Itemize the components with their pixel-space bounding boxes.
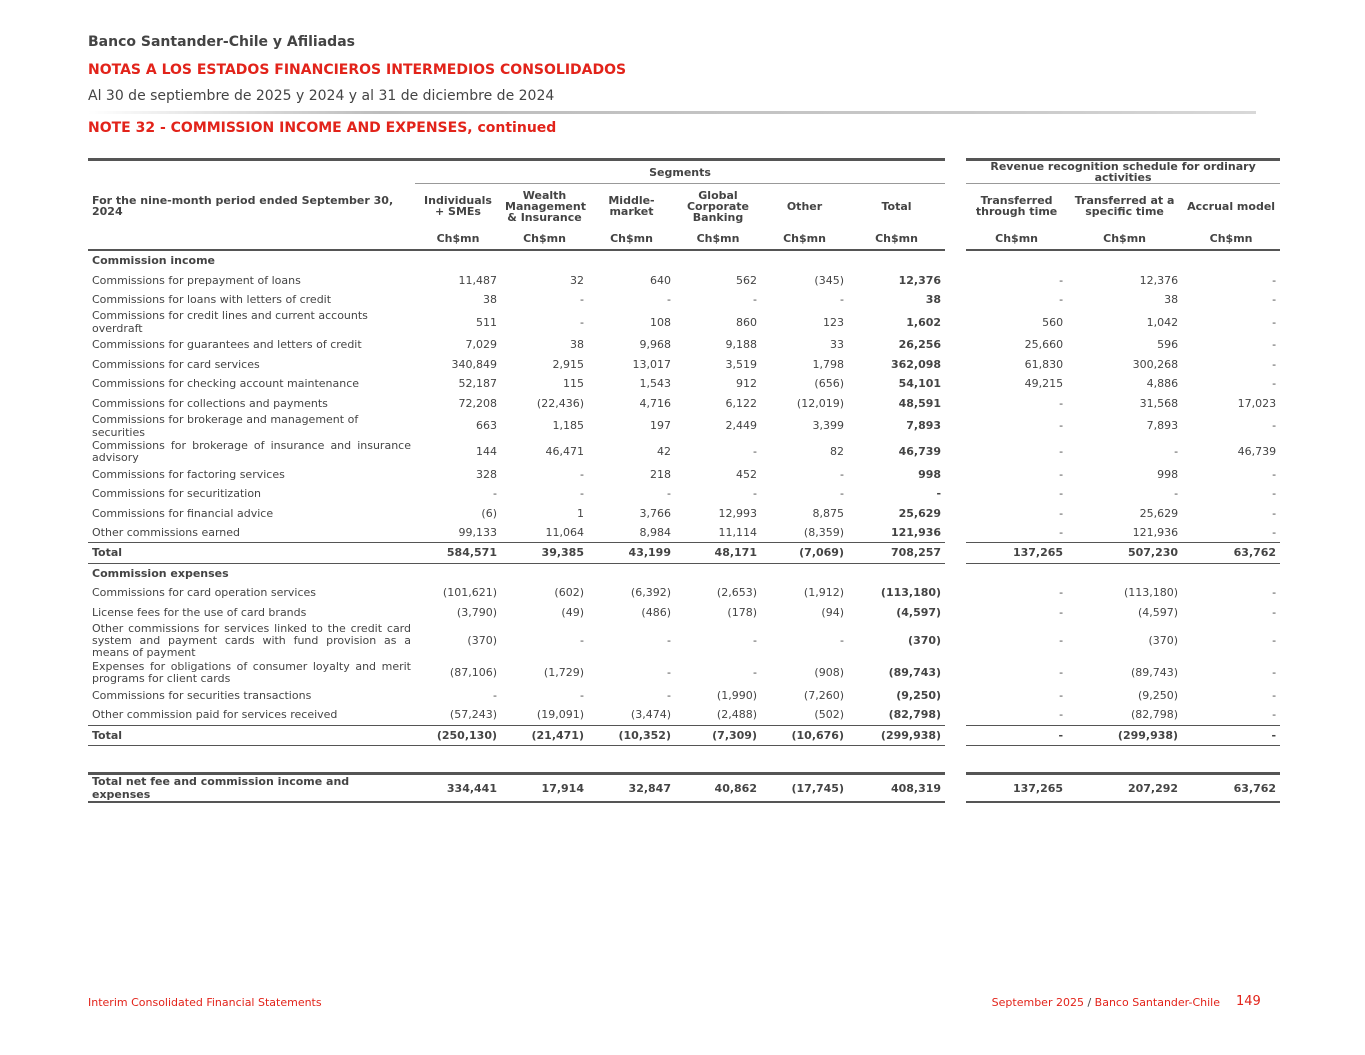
value-cell: 9,968: [639, 338, 671, 352]
row-label: Commissions for prepayment of loans: [92, 273, 301, 287]
value-cell: (101,621): [442, 586, 497, 600]
row-label: Total net fee and commission income and expenses: [88, 774, 415, 803]
value-cell: (22,436): [536, 396, 584, 410]
value-cell: (57,243): [449, 708, 497, 722]
row-label: Expenses for obligations of consumer loyalty and merit programs for client cards: [92, 659, 411, 685]
value-cell: -: [667, 689, 671, 703]
col-individuals-smes: Individuals + SMEs: [424, 194, 492, 218]
value-cell: (10,676): [761, 725, 848, 745]
row-label: Commissions for guarantees and letters of credit: [92, 338, 362, 352]
value-cell: -: [1059, 689, 1064, 703]
row-label: Commissions for credit lines and current accounts overdraft: [92, 309, 368, 336]
value-cell: (6): [481, 506, 497, 520]
value-cell: -: [1059, 419, 1064, 433]
value-cell: -: [840, 292, 844, 306]
value-cell: 562: [736, 273, 757, 287]
value-cell: -: [1059, 586, 1064, 600]
value-cell: 121,936: [1132, 526, 1179, 540]
value-cell: (82,798): [888, 708, 942, 722]
unit-label: Ch$mn: [848, 228, 945, 250]
value-cell: 640: [650, 273, 671, 287]
table-row: [88, 465, 1280, 484]
value-cell: -: [936, 487, 942, 501]
value-cell: 61,830: [1024, 357, 1064, 371]
section-header-row: [88, 250, 1280, 270]
table-row: [88, 335, 1280, 354]
value-cell: 144: [476, 445, 497, 459]
value-cell: 1: [577, 506, 584, 520]
col-global-corporate-banking: Global Corporate Banking: [686, 188, 750, 224]
value-cell: (17,745): [761, 774, 848, 803]
footer-date: September 2025: [991, 996, 1084, 1009]
footer-separator: /: [1083, 996, 1095, 1009]
value-cell: 584,571: [415, 543, 501, 563]
value-cell: (486): [641, 605, 671, 619]
table-row: [88, 504, 1280, 523]
unit-label: Ch$mn: [415, 228, 501, 250]
segments-group-header: Segments: [415, 160, 945, 184]
expense-total-row: [88, 725, 1280, 745]
row-label: Commissions for financial advice: [92, 506, 274, 520]
page-number: 149: [1236, 994, 1261, 1009]
row-label: Other commissions for services linked to the credit card system and payment cards with fund provision as a means of payment: [92, 621, 411, 659]
row-label: Commissions for card operation services: [92, 586, 317, 600]
value-cell: -: [1272, 273, 1277, 287]
value-cell: -: [1272, 634, 1277, 648]
value-cell: 2,449: [725, 419, 757, 433]
value-cell: -: [1059, 273, 1064, 287]
value-cell: 4,716: [639, 396, 671, 410]
row-label: Commissions for collections and payments: [92, 396, 328, 410]
col-accrual-model: Accrual model: [1187, 199, 1276, 213]
value-cell: 137,265: [966, 543, 1067, 563]
table-row: [88, 686, 1280, 705]
col-total: Total: [881, 199, 912, 213]
value-cell: -: [1059, 445, 1064, 459]
value-cell: -: [753, 445, 757, 459]
col-wealth-management: Wealth Management & Insurance: [505, 188, 586, 224]
value-cell: -: [580, 689, 584, 703]
value-cell: 33: [830, 338, 844, 352]
value-cell: (370): [908, 634, 942, 648]
value-cell: 32,847: [588, 774, 675, 803]
value-cell: 38: [925, 292, 942, 306]
table-row: [88, 484, 1280, 503]
value-cell: 300,268: [1132, 357, 1179, 371]
value-cell: 11,487: [458, 273, 497, 287]
note-heading: NOTE 32 - COMMISSION INCOME AND EXPENSES, continued: [88, 120, 557, 136]
value-cell: (250,130): [415, 725, 501, 745]
row-label: Commissions for loans with letters of credit: [92, 292, 332, 306]
row-label: Commissions for factoring services: [92, 467, 285, 481]
value-cell: -: [667, 634, 671, 648]
unit-label: Ch$mn: [588, 228, 675, 250]
value-cell: (370): [467, 634, 497, 648]
value-cell: 334,441: [415, 774, 501, 803]
value-cell: -: [1272, 338, 1277, 352]
row-label: Commissions for securitization: [92, 487, 262, 501]
value-cell: (1,729): [543, 666, 584, 680]
value-cell: -: [493, 689, 497, 703]
value-cell: -: [580, 467, 584, 481]
value-cell: -: [1272, 586, 1277, 600]
value-cell: (12,019): [796, 396, 844, 410]
section-title: Commission income: [92, 254, 216, 268]
unit-label: Ch$mn: [1067, 228, 1182, 250]
value-cell: 17,914: [501, 774, 588, 803]
spacer-row: [88, 746, 1280, 774]
value-cell: (21,471): [501, 725, 588, 745]
footer-left: Interim Consolidated Financial Statements: [88, 996, 322, 1009]
value-cell: 38: [483, 292, 497, 306]
value-cell: -: [840, 487, 844, 501]
row-label: Other commissions earned: [92, 526, 241, 540]
value-cell: -: [1272, 526, 1277, 540]
row-label: Commissions for brokerage and management of securities: [92, 412, 359, 439]
col-other: Other: [786, 199, 823, 213]
value-cell: 452: [736, 467, 757, 481]
value-cell: 2,915: [552, 357, 584, 371]
value-cell: 12,376: [898, 273, 942, 287]
value-cell: 72,208: [458, 396, 497, 410]
value-cell: 328: [476, 467, 497, 481]
value-cell: -: [1272, 708, 1277, 722]
value-cell: 1,042: [1146, 315, 1179, 329]
value-cell: 38: [570, 338, 584, 352]
value-cell: 1,798: [812, 357, 844, 371]
value-cell: -: [753, 634, 757, 648]
value-cell: -: [840, 467, 844, 481]
value-cell: -: [1174, 445, 1179, 459]
table-row: [88, 439, 1280, 465]
value-cell: 115: [563, 377, 584, 391]
value-cell: 197: [650, 419, 671, 433]
value-cell: (178): [727, 605, 757, 619]
value-cell: 912: [736, 377, 757, 391]
value-cell: (1,990): [716, 689, 757, 703]
value-cell: -: [1059, 605, 1064, 619]
value-cell: 137,265: [966, 774, 1067, 803]
value-cell: 1,602: [906, 315, 942, 329]
value-cell: 4,886: [1146, 377, 1179, 391]
value-cell: 9,188: [725, 338, 757, 352]
value-cell: -: [1059, 292, 1064, 306]
value-cell: 408,319: [848, 774, 945, 803]
unit-label: Ch$mn: [501, 228, 588, 250]
value-cell: 32: [570, 273, 584, 287]
value-cell: 63,762: [1182, 543, 1280, 563]
value-cell: (89,743): [888, 666, 942, 680]
value-cell: 507,230: [1067, 543, 1182, 563]
value-cell: 39,385: [501, 543, 588, 563]
row-label: Commissions for brokerage of insurance and insurance advisory: [92, 438, 411, 464]
value-cell: 46,739: [898, 445, 942, 459]
table-row: [88, 660, 1280, 686]
value-cell: (10,352): [588, 725, 675, 745]
value-cell: 3,766: [639, 506, 671, 520]
header-divider: [88, 111, 1256, 114]
value-cell: 82: [830, 445, 844, 459]
value-cell: (345): [814, 273, 844, 287]
value-cell: 3,399: [812, 419, 844, 433]
table-row: [88, 602, 1280, 621]
value-cell: 596: [1157, 338, 1179, 352]
value-cell: (7,309): [675, 725, 761, 745]
value-cell: 48,171: [675, 543, 761, 563]
value-cell: 17,023: [1237, 396, 1277, 410]
period-label: For the nine-month period ended September 30, 2024: [92, 193, 394, 218]
revenue-group-header: Revenue recognition schedule for ordinary activities: [966, 160, 1280, 184]
value-cell: 7,893: [1146, 419, 1179, 433]
value-cell: (4,597): [1138, 605, 1179, 619]
value-cell: (113,180): [1124, 586, 1179, 600]
value-cell: 340,849: [451, 357, 497, 371]
value-cell: 99,133: [458, 526, 497, 540]
value-cell: -: [1272, 315, 1277, 329]
table-row: [88, 705, 1280, 725]
value-cell: 13,017: [632, 357, 671, 371]
value-cell: 218: [650, 467, 671, 481]
value-cell: (8,359): [803, 526, 844, 540]
table-row: [88, 290, 1280, 309]
value-cell: (299,938): [1067, 725, 1182, 745]
col-transferred-specific-time: Transferred at a specific time: [1074, 194, 1175, 218]
company-name: Banco Santander-Chile y Afiliadas: [88, 34, 355, 50]
value-cell: 108: [650, 315, 671, 329]
value-cell: 52,187: [458, 377, 497, 391]
value-cell: 8,875: [812, 506, 844, 520]
table-row: [88, 270, 1280, 289]
value-cell: 121,936: [890, 526, 942, 540]
section-header-row: [88, 563, 1280, 583]
net-total-row: [88, 774, 1280, 803]
value-cell: 708,257: [848, 543, 945, 563]
value-cell: -: [667, 487, 671, 501]
value-cell: (19,091): [536, 708, 584, 722]
value-cell: -: [1059, 634, 1064, 648]
value-cell: (370): [1148, 634, 1179, 648]
unit-row: [88, 228, 1280, 250]
section-title: Commission expenses: [92, 566, 229, 580]
value-cell: 1,185: [552, 419, 584, 433]
value-cell: -: [580, 634, 584, 648]
value-cell: 43,199: [588, 543, 675, 563]
value-cell: -: [1272, 467, 1277, 481]
column-header-row: [88, 184, 1280, 229]
value-cell: -: [753, 487, 757, 501]
value-cell: 511: [476, 315, 497, 329]
value-cell: 38: [1164, 292, 1179, 306]
value-cell: (9,250): [1138, 689, 1179, 703]
value-cell: -: [1272, 605, 1277, 619]
value-cell: 12,376: [1139, 273, 1179, 287]
value-cell: 207,292: [1067, 774, 1182, 803]
unit-label: Ch$mn: [1182, 228, 1280, 250]
value-cell: 1,543: [639, 377, 671, 391]
value-cell: 46,739: [1237, 445, 1277, 459]
value-cell: (602): [554, 586, 584, 600]
table-row: [88, 393, 1280, 412]
value-cell: (7,069): [761, 543, 848, 563]
value-cell: 31,568: [1139, 396, 1179, 410]
value-cell: 7,029: [465, 338, 497, 352]
value-cell: -: [1272, 419, 1277, 433]
value-cell: -: [966, 725, 1067, 745]
value-cell: 3,519: [725, 357, 757, 371]
value-cell: -: [580, 315, 584, 329]
value-cell: (299,938): [848, 725, 945, 745]
value-cell: (2,653): [716, 586, 757, 600]
value-cell: 42: [657, 445, 671, 459]
value-cell: -: [753, 666, 757, 680]
value-cell: (6,392): [630, 586, 671, 600]
value-cell: -: [1272, 357, 1277, 371]
value-cell: -: [1182, 725, 1280, 745]
value-cell: (9,250): [896, 689, 942, 703]
value-cell: (4,597): [896, 605, 942, 619]
value-cell: (113,180): [880, 586, 942, 600]
commission-table: [88, 158, 1280, 803]
footer-bank: Banco Santander-Chile: [1094, 996, 1220, 1009]
row-label: Commissions for securities transactions: [92, 689, 312, 703]
value-cell: -: [1059, 396, 1064, 410]
value-cell: 25,660: [1024, 338, 1064, 352]
value-cell: 6,122: [725, 396, 757, 410]
value-cell: 362,098: [890, 357, 942, 371]
value-cell: -: [1059, 666, 1064, 680]
unit-label: Ch$mn: [966, 228, 1067, 250]
row-label: Commissions for checking account maintenance: [92, 377, 360, 391]
value-cell: -: [1272, 666, 1277, 680]
value-cell: -: [667, 666, 671, 680]
value-cell: (3,474): [630, 708, 671, 722]
table-row: [88, 355, 1280, 374]
value-cell: (49): [561, 605, 584, 619]
col-middle-market: Middle-market: [608, 194, 655, 218]
value-cell: 123: [823, 315, 844, 329]
value-cell: 11,114: [718, 526, 757, 540]
value-cell: (7,260): [803, 689, 844, 703]
value-cell: (1,912): [803, 586, 844, 600]
value-cell: -: [667, 292, 671, 306]
value-cell: (502): [814, 708, 844, 722]
value-cell: 40,862: [675, 774, 761, 803]
value-cell: 25,629: [898, 506, 942, 520]
row-label: Commissions for card services: [92, 357, 260, 371]
unit-label: Ch$mn: [761, 228, 848, 250]
value-cell: 49,215: [1024, 377, 1064, 391]
value-cell: 998: [918, 467, 942, 481]
value-cell: 860: [736, 315, 757, 329]
value-cell: (908): [814, 666, 844, 680]
value-cell: -: [1059, 467, 1064, 481]
row-label: Other commission paid for services received: [92, 708, 338, 722]
value-cell: -: [1272, 506, 1277, 520]
value-cell: 26,256: [898, 338, 942, 352]
report-period: Al 30 de septiembre de 2025 y 2024 y al 31 de diciembre de 2024: [88, 88, 555, 104]
value-cell: 25,629: [1139, 506, 1179, 520]
value-cell: -: [840, 634, 844, 648]
value-cell: 7,893: [906, 419, 942, 433]
value-cell: -: [753, 292, 757, 306]
value-cell: -: [1059, 708, 1064, 722]
value-cell: 46,471: [545, 445, 584, 459]
col-transferred-through-time: Transferred through time: [975, 194, 1058, 218]
value-cell: 63,762: [1182, 774, 1280, 803]
value-cell: -: [1272, 292, 1277, 306]
row-label: Total: [88, 543, 415, 563]
value-cell: 560: [1042, 315, 1064, 329]
table-row: [88, 413, 1280, 439]
value-cell: (87,106): [449, 666, 497, 680]
table-row: [88, 622, 1280, 660]
group-header-row: [88, 160, 1280, 184]
value-cell: -: [1272, 689, 1277, 703]
value-cell: (82,798): [1131, 708, 1179, 722]
value-cell: -: [493, 487, 497, 501]
table-row: [88, 523, 1280, 543]
notes-title: NOTAS A LOS ESTADOS FINANCIEROS INTERMEDIOS CONSOLIDADOS: [88, 62, 627, 78]
value-cell: 48,591: [898, 396, 942, 410]
value-cell: (656): [814, 377, 844, 391]
value-cell: 54,101: [898, 377, 942, 391]
value-cell: 12,993: [718, 506, 757, 520]
value-cell: -: [1174, 487, 1179, 501]
value-cell: -: [580, 487, 584, 501]
value-cell: -: [580, 292, 584, 306]
value-cell: -: [1272, 487, 1277, 501]
value-cell: (3,790): [456, 605, 497, 619]
footer-right: [992, 996, 1220, 1009]
value-cell: (2,488): [716, 708, 757, 722]
value-cell: 8,984: [639, 526, 671, 540]
value-cell: -: [1059, 506, 1064, 520]
unit-label: Ch$mn: [675, 228, 761, 250]
value-cell: 663: [476, 419, 497, 433]
income-total-row: [88, 543, 1280, 563]
value-cell: 11,064: [545, 526, 584, 540]
value-cell: -: [1059, 487, 1064, 501]
row-label: Total: [88, 725, 415, 745]
value-cell: -: [1059, 526, 1064, 540]
value-cell: -: [1272, 377, 1277, 391]
value-cell: (94): [821, 605, 844, 619]
table-row: [88, 309, 1280, 335]
table-row: [88, 583, 1280, 602]
row-label: License fees for the use of card brands: [92, 605, 307, 619]
value-cell: (89,743): [1131, 666, 1179, 680]
table-row: [88, 374, 1280, 393]
value-cell: 998: [1157, 467, 1179, 481]
